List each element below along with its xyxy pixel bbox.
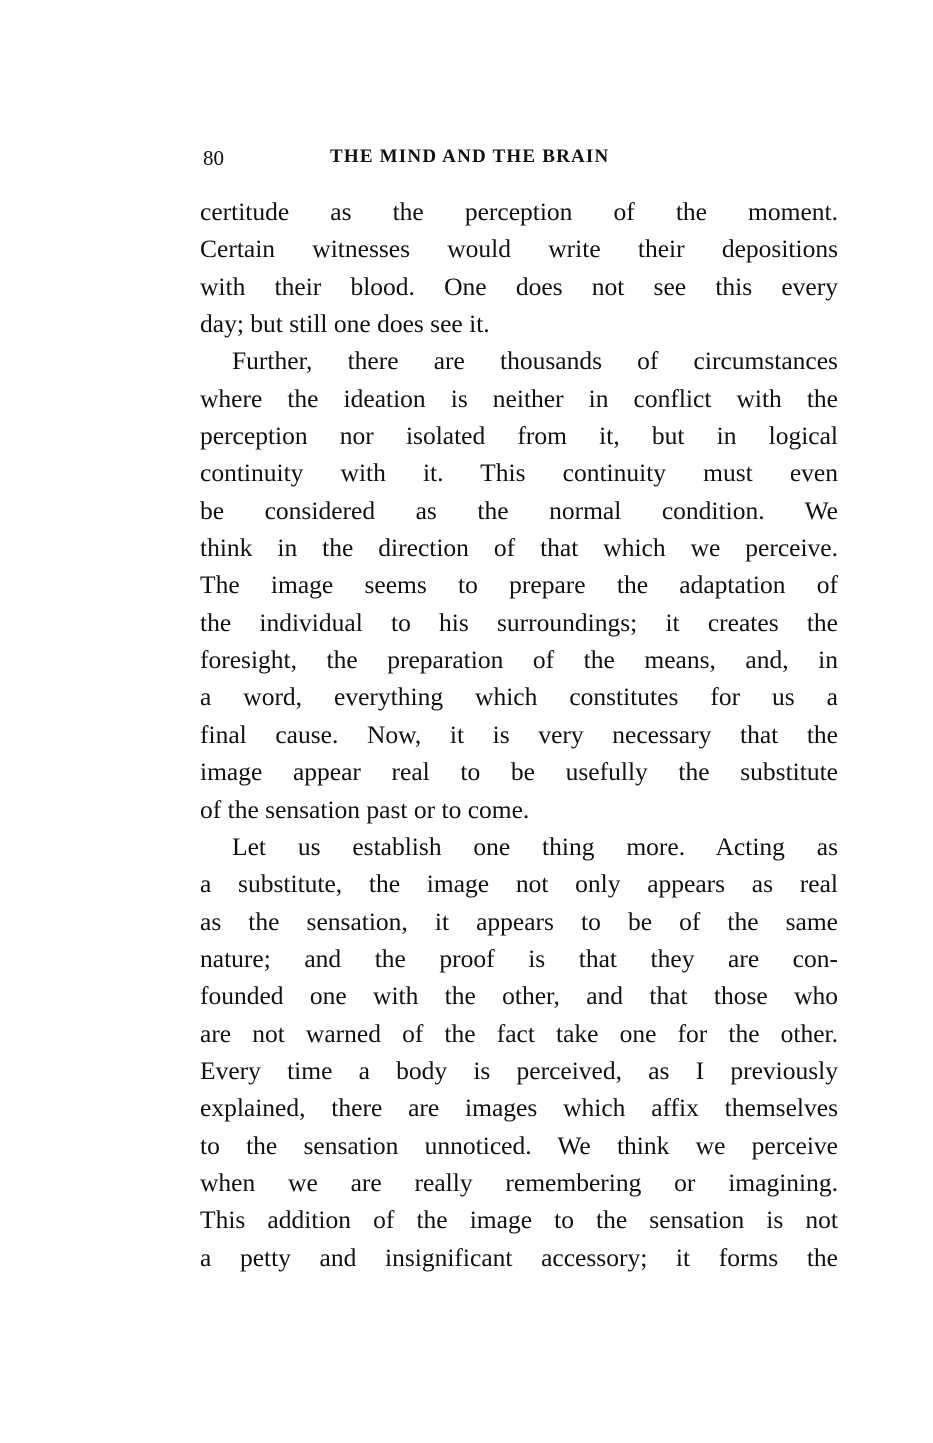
paragraph bbox=[200, 828, 838, 1276]
text-line: be considered as the normal condition. We bbox=[200, 495, 838, 525]
text-line: day; but still one does see it. bbox=[200, 309, 490, 339]
text-line: when we are really remembering or imagining. bbox=[200, 1167, 838, 1197]
text-line: explained, there are images which affix themselves bbox=[200, 1093, 838, 1123]
paragraph bbox=[200, 193, 838, 342]
text-line: certitude as the perception of the moment. bbox=[200, 197, 838, 226]
text-line: a substitute, the image not only appears as real bbox=[200, 869, 838, 899]
text-line: founded one with the other, and that those who bbox=[200, 981, 838, 1011]
page-body bbox=[200, 193, 838, 1276]
text-line: Let us establish one thing more. Acting as bbox=[232, 831, 838, 861]
text-line: nature; and the proof is that they are con- bbox=[200, 943, 838, 973]
text-line: The image seems to prepare the adaptation of bbox=[200, 570, 838, 600]
text-line: Every time a body is perceived, as I previously bbox=[200, 1055, 838, 1085]
text-line: This addition of the image to the sensation is not bbox=[200, 1205, 838, 1235]
text-line: the individual to his surroundings; it creates the bbox=[200, 607, 838, 637]
text-line: to the sensation unnoticed. We think we perceive bbox=[200, 1130, 838, 1160]
running-title: THE MIND AND THE BRAIN bbox=[330, 146, 610, 167]
text-line: where the ideation is neither in conflict with the bbox=[200, 383, 838, 413]
text-line: are not warned of the fact take one for the other. bbox=[200, 1018, 838, 1048]
text-line: final cause. Now, it is very necessary that the bbox=[200, 719, 838, 749]
paragraph bbox=[200, 342, 838, 827]
text-line: Certain witnesses would write their depositions bbox=[200, 234, 838, 264]
page-number: 80 bbox=[203, 146, 224, 170]
text-line: perception nor isolated from it, but in logical bbox=[200, 421, 838, 451]
text-line: foresight, the preparation of the means, and, in bbox=[200, 645, 838, 675]
page-header bbox=[203, 146, 743, 176]
text-line: with their blood. One does not see this every bbox=[200, 271, 838, 301]
text-line: continuity with it. This continuity must even bbox=[200, 458, 838, 488]
text-line: think in the direction of that which we perceive. bbox=[200, 533, 838, 563]
text-line: of the sensation past or to come. bbox=[200, 794, 530, 824]
text-line: a petty and insignificant accessory; it forms the bbox=[200, 1242, 838, 1272]
text-line: a word, everything which constitutes for us a bbox=[200, 682, 838, 712]
text-line: as the sensation, it appears to be of the same bbox=[200, 906, 838, 936]
text-line: Further, there are thousands of circumstances bbox=[232, 346, 838, 376]
text-line: image appear real to be usefully the substitute bbox=[200, 757, 838, 787]
